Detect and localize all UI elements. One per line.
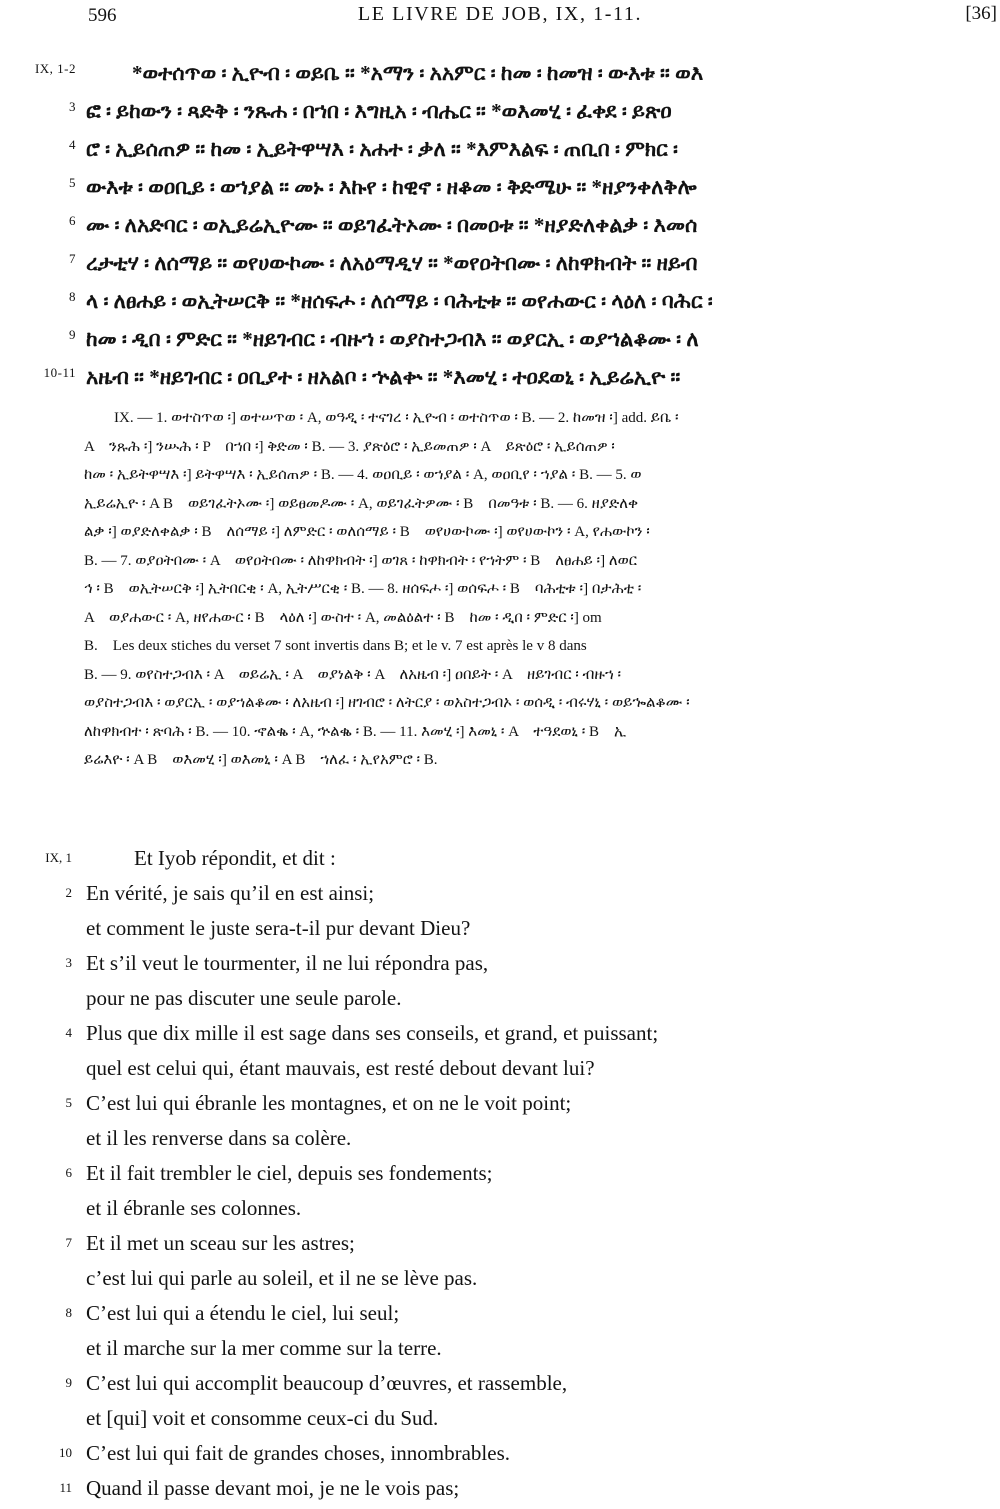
geez-line — [0, 92, 992, 130]
apparatus-line: A ንጹሕ ፡] ንሡሕ ፡ P በኀበ ፡] ቅድመ ፡ B. — 3. ያጽዕሮ ፡ ኢይመጠዎ ፡ A ይጽዕሮ ፡ ኢይሰጠዎ ፡ — [84, 438, 615, 455]
translation-verse-label: 6 — [65, 1165, 72, 1180]
translation-line — [0, 1471, 1000, 1506]
apparatus-line: ለከዋክብተ ፡ ጽባሕ ፡ B. — 10. ኆልቈ ፡ A, ኍልቈ ፡ B. — 11. እመሂ ፡] እመኒ ፡ A ተዓደወኒ ፡ B ኢ — [84, 723, 627, 740]
apparatus-line: ኅ ፡ B ወኢትሠርቅ ፡] ኢትበርቂ ፡ A, ኢትሥርቂ ፡ B. — 8. ዘሰፍሖ ፡] ወሰፍሖ ፡ B ባሕቲቱ ፡] በታሕቲ ፡ — [84, 581, 642, 597]
geez-line-text: ውእቱ ፡ ወዐቢይ ፡ ወኀያል ። መኑ ፡ እኩየ ፡ ከዊኖ ፡ ዘቆመ ፡ ቅድሜሁ ። *ዘያንቀለቅሎ — [86, 175, 697, 199]
geez-line — [0, 130, 992, 168]
translation-line — [0, 981, 1000, 1016]
geez-line — [0, 282, 992, 320]
translation-verse-label — [0, 911, 86, 946]
translation-line — [0, 841, 1000, 876]
geez-verse-label: 5 — [69, 175, 76, 190]
geez-line-text: ሮ ፡ ኢይሰጠዎ ። ከመ ፡ ኢይትዋሣእ ፡ አሐተ ፡ ቃለ ። *እምእልፍ ፡ ጠቢበ ፡ ምክር ፡ — [86, 137, 678, 161]
translation-line — [0, 1226, 1000, 1261]
translation-line — [0, 1086, 1000, 1121]
geez-line-text: *ወተሰጥወ ፡ ኢዮብ ፡ ወይቤ ። *አማን ፡ አአምር ፡ ከመ ፡ ከመዝ ፡ ውእቱ ። ወእ — [132, 61, 704, 85]
geez-line-text: ሙ ፡ ለአድባር ፡ ወኢይሬኢዮሙ ። ወይገፈትኦሙ ፡ በመዐቱ ። *ዘያድለቀልቃ ፡ እመሰ — [86, 213, 698, 237]
geez-verse-label: 10-11 — [43, 365, 76, 380]
page-number: 596 — [88, 5, 117, 26]
apparatus-line: IX. — 1. ወተስጥወ ፡] ወተሠጥወ ፡ A, ወዓዲ ፡ ተናገረ ፡ ኢዮብ ፡ ወተስጥወ ፡ B. — 2. ከመዝ ፡] add. ይቤ ፡ — [114, 410, 679, 426]
translation-line-text: En vérité, je sais qu’il en est ainsi; — [86, 881, 375, 905]
geez-verse-label: 9 — [69, 327, 76, 342]
geez-line-text: አዜብ ። *ዘይገብር ፡ ዐቢያተ ፡ ዘአልቦ ፡ ኍልቍ ። *እመሂ ፡ ተዐደወኒ ፡ ኢይሬኢዮ ። — [86, 365, 681, 389]
translation-line-text: Et il met un sceau sur les astres; — [86, 1231, 355, 1255]
apparatus-line: ልቃ ፡] ወያድለቀልቃ ፡ B ለሰማይ ፡] ለምድር ፡ ወለሰማይ ፡ B ወየሀውኮሙ ፡] ወየሀውኮን ፡ A, የሐውኮን ፡ — [84, 524, 650, 540]
translation-verse-label — [0, 981, 86, 1016]
geez-line — [0, 358, 992, 396]
geez-line — [0, 320, 992, 358]
translation-line-text: et il les renverse dans sa colère. — [86, 1126, 352, 1150]
translation-line-text: C’est lui qui a étendu le ciel, lui seul; — [86, 1301, 400, 1325]
apparatus-line: ከመ ፡ ኢይትዋሣእ ፡] ይትዋሣእ ፡ ኢይሰጠዎ ፡ B. — 4. ወዐቢይ ፡ ወኀያል ፡ A, ወዐቢየ ፡ ኀያል ፡ B. — 5. ወ — [84, 467, 642, 483]
translation-verse-label — [0, 1261, 86, 1296]
translation-line-text: Et s’il veut le tourmenter, il ne lui répondra pas, — [86, 951, 489, 975]
apparatus-line: ኢይሬኢዮ ፡ A B ወይገፈትኦሙ ፡] ወይፀመዶሙ ፡ A, ወይገፈትዎሙ ፡ B በመዓቱ ፡ B. — 6. ዘያድለቀ — [84, 495, 639, 512]
geez-line-text: ፎ ፡ ይከውን ፡ ጻድቅ ፡ ንጹሐ ፡ በኀበ ፡ እግዚአ ፡ ብሔር ። *ወእመሂ ፡ ፈቀደ ፡ ይጽዐ — [86, 99, 672, 123]
geez-line — [0, 206, 992, 244]
translation-line — [0, 1051, 1000, 1086]
translation-verse-label — [0, 1051, 86, 1086]
translation-line-text: C’est lui qui accomplit beaucoup d’œuvres, et rassemble, — [86, 1371, 568, 1395]
geez-verse-label: 3 — [69, 99, 76, 114]
geez-verse-label: IX, 1-2 — [34, 61, 76, 76]
translation-line — [0, 1261, 1000, 1296]
translation-verse-label: 8 — [65, 1305, 72, 1320]
translation-line-text: Plus que dix mille il est sage dans ses conseils, et grand, et puissant; — [86, 1021, 659, 1045]
translation-verse-label — [0, 1121, 86, 1156]
apparatus-line: ይሬእዮ ፡ A B ወእመሂ ፡] ወእመኒ ፡ A B ኀለፈ ፡ ኢየአምሮ ፡ B. — [84, 752, 438, 768]
geez-line-text: ላ ፡ ለፀሐይ ፡ ወኢትሠርቅ ። *ዘሰፍሖ ፡ ለሰማይ ፡ ባሕቲቱ ። ወየሐውር ፡ ላዕለ ፡ ባሕር ፡ — [86, 289, 713, 313]
translation-line — [0, 1331, 1000, 1366]
translation-line — [0, 1436, 1000, 1471]
translation-line — [0, 876, 1000, 911]
translation-verse-label: IX, 1 — [45, 850, 72, 865]
translation-verse-label: 7 — [65, 1235, 72, 1250]
apparatus-line: B. Les deux stiches du verset 7 sont invertis dans B; et le v. 7 est après le v 8 dans — [84, 638, 587, 654]
geez-verse-label: 6 — [69, 213, 76, 228]
translation-verse-label: 9 — [65, 1375, 72, 1390]
translation-verse-label: 3 — [65, 955, 72, 970]
translation-line-text: et [qui] voit et consomme ceux-ci du Sud. — [86, 1406, 439, 1430]
translation-line — [0, 1366, 1000, 1401]
folio-number: [36] — [965, 3, 997, 24]
translation-line — [0, 911, 1000, 946]
apparatus-line: B. — 9. ወየስተጋብእ ፡ A ወይሬኢ ፡ A ወያነልቅ ፡ A ለአዜብ ፡] ዐበይት ፡ A ዘይገብር ፡ ብዙኀ ፡ — [84, 666, 622, 683]
translation-line-text: Et Iyob répondit, et dit : — [134, 846, 336, 870]
translation-verse-label: 2 — [65, 885, 72, 900]
geez-line — [0, 168, 992, 206]
geez-line — [0, 54, 992, 92]
critical-apparatus — [84, 404, 992, 775]
translation-line — [0, 946, 1000, 981]
apparatus-line: ወያስተጋብእ ፡ ወያርኢ ፡ ወያኀልቆሙ ፡ ለአዜብ ፡] ዘገብሮ ፡ ለትርያ ፡ ወአስተጋብኦ ፡ ወሰዲ ፡ ብሩሃኒ ፡ ወይኈልቆሙ ፡ — [84, 695, 690, 711]
translation-line-text: et il ébranle ses colonnes. — [86, 1196, 302, 1220]
translation-verse-label: 4 — [65, 1025, 72, 1040]
translation-verse-label: 10 — [59, 1445, 72, 1460]
geez-text-block — [0, 54, 992, 396]
translation-line-text: et il marche sur la mer comme sur la terre. — [86, 1336, 442, 1360]
translation-line-text: Et il fait trembler le ciel, depuis ses fondements; — [86, 1161, 493, 1185]
translation-line-text: quel est celui qui, étant mauvais, est resté debout devant lui? — [86, 1056, 595, 1080]
translation-verse-label: 11 — [59, 1480, 72, 1495]
geez-line-text: ረታቲሃ ፡ ለሰማይ ። ወየሀውኮሙ ፡ ለአዕማዲሃ ። *ወየዐትበሙ ፡ ለከዋክብት ። ዘይብ — [86, 251, 698, 275]
apparatus-line: B. — 7. ወያዐትበሙ ፡ A ወየዐትበሙ ፡ ለከዋክብት ፡] ወገጸ ፡ ከዋክብት ፡ የኀትም ፡ B ለፀሐይ ፡] ለወር — [84, 552, 638, 569]
translation-line-text: c’est lui qui parle au soleil, et il ne se lève pas. — [86, 1266, 478, 1290]
translation-line — [0, 1121, 1000, 1156]
translation-line — [0, 1401, 1000, 1436]
translation-verse-label — [0, 1401, 86, 1436]
translation-verse-label — [0, 1331, 86, 1366]
translation-line-text: Quand il passe devant moi, je ne le vois pas; — [86, 1476, 460, 1500]
translation-line-text: C’est lui qui ébranle les montagnes, et on ne le voit point; — [86, 1091, 572, 1115]
translation-line-text: C’est lui qui fait de grandes choses, innombrables. — [86, 1441, 510, 1465]
page-title: LE LIVRE DE JOB, IX, 1-11. — [357, 3, 643, 25]
geez-verse-label: 8 — [69, 289, 76, 304]
translation-verse-label — [0, 1191, 86, 1226]
translation-line — [0, 1016, 1000, 1051]
geez-verse-label: 4 — [69, 137, 76, 152]
translation-line — [0, 1296, 1000, 1331]
translation-line-text: et comment le juste sera-t-il pur devant Dieu? — [86, 916, 471, 940]
geez-line — [0, 244, 992, 282]
french-translation — [0, 841, 1000, 1506]
translation-line — [0, 1156, 1000, 1191]
geez-line-text: ከመ ፡ ዲበ ፡ ምድር ። *ዘይገብር ፡ ብዙኀ ፡ ወያስተጋብእ ። ወያርኢ ፡ ወያኀልቆሙ ፡ ለ — [86, 327, 699, 351]
apparatus-line: A ወያሐውር ፡ A, ዘየሐውር ፡ B ላዕለ ፡] ውስተ ፡ A, መልዕልተ ፡ B ከመ ፡ ዲበ ፡ ምድር ፡] om — [84, 609, 602, 626]
geez-verse-label: 7 — [69, 251, 76, 266]
translation-line — [0, 1191, 1000, 1226]
translation-verse-label: 5 — [65, 1095, 72, 1110]
translation-line-text: pour ne pas discuter une seule parole. — [86, 986, 402, 1010]
